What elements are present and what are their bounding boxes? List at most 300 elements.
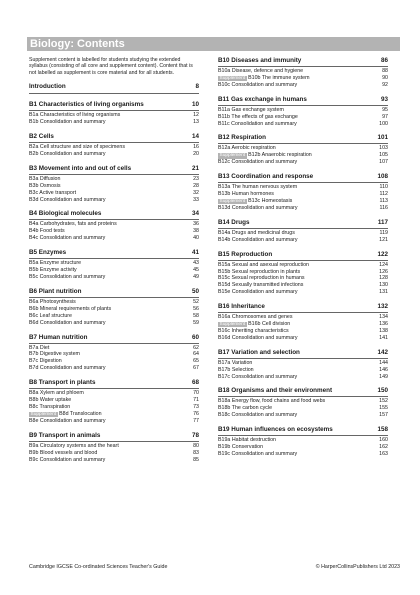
section-page-number: 68 <box>191 379 199 387</box>
section-title: B16 Inheritance <box>218 303 265 311</box>
contents-entry[interactable] <box>218 82 388 89</box>
entry-page-number: 160 <box>379 437 388 444</box>
contents-entry[interactable] <box>29 345 199 352</box>
section-page-number: 101 <box>377 134 388 142</box>
section-page-number: 108 <box>377 173 388 181</box>
section-heading[interactable] <box>218 387 388 397</box>
entry-page-number: 65 <box>193 358 199 365</box>
entry-label-wrap <box>218 107 284 114</box>
contents-entry[interactable] <box>218 191 388 198</box>
entry-label-wrap <box>29 443 119 450</box>
entry-page-number: 36 <box>193 221 199 228</box>
entry-label-wrap <box>218 121 297 128</box>
section-page-number: 122 <box>377 250 388 258</box>
contents-entry[interactable] <box>29 390 199 397</box>
entry-label-wrap <box>29 151 106 158</box>
section-title: B18 Organisms and their environment <box>218 387 333 395</box>
section-heading[interactable] <box>218 349 388 359</box>
entry-label: B13a The human nervous system <box>218 184 298 191</box>
contents-entry[interactable] <box>29 404 199 411</box>
section-title: B7 Human nutrition <box>29 333 88 341</box>
contents-entry[interactable] <box>218 262 388 269</box>
contents-column-left <box>29 57 199 470</box>
contents-entry[interactable] <box>29 190 199 197</box>
entry-page-number: 128 <box>379 275 388 282</box>
entry-page-number: 90 <box>382 74 388 81</box>
contents-entry[interactable] <box>218 230 388 237</box>
entry-label-wrap <box>29 320 106 327</box>
entry-page-number: 100 <box>379 120 388 127</box>
contents-entry[interactable] <box>218 198 388 205</box>
introduction-page: 8 <box>195 83 199 91</box>
entry-label-wrap <box>29 418 106 425</box>
section-heading[interactable] <box>29 210 199 220</box>
contents-entry[interactable] <box>218 367 388 374</box>
entry-label: B11c Consolidation and summary <box>218 120 297 127</box>
contents-entry[interactable] <box>29 320 199 327</box>
entry-label-wrap <box>218 68 303 75</box>
section-page-number: 10 <box>191 101 199 109</box>
entry-page-number: 112 <box>379 191 388 198</box>
entry-label-wrap <box>218 360 252 367</box>
contents-section <box>218 349 388 381</box>
entry-label-wrap <box>218 451 297 458</box>
entry-label: B8c Transpiration <box>29 403 71 410</box>
entry-page-number: 28 <box>193 182 199 189</box>
entry-label: B15b Sexual reproduction in plants <box>218 268 301 275</box>
entry-page-number: 83 <box>193 449 199 456</box>
contents-entry[interactable] <box>218 451 388 458</box>
entry-label-wrap <box>218 205 298 212</box>
contents-entry[interactable] <box>29 457 199 464</box>
entry-label: B18b The carbon cycle <box>218 405 273 412</box>
contents-entry[interactable] <box>29 397 199 404</box>
contents-entry[interactable] <box>29 365 199 372</box>
entry-label: B14b Consolidation and summary <box>218 236 298 243</box>
entry-label-wrap <box>29 176 60 183</box>
section-heading[interactable] <box>218 426 388 436</box>
entry-page-number: 76 <box>193 410 199 417</box>
entry-page-number: 32 <box>193 189 199 196</box>
section-heading[interactable] <box>218 219 388 229</box>
entry-page-number: 126 <box>379 268 388 275</box>
entry-page-number: 64 <box>193 351 199 358</box>
contents-entry[interactable] <box>29 351 199 358</box>
section-title: B1 Characteristics of living organisms <box>29 101 144 109</box>
contents-section <box>29 334 199 373</box>
supplement-badge: Supplement <box>219 198 246 204</box>
section-heading[interactable] <box>29 334 199 344</box>
section-title: B19 Human influences on ecosystems <box>218 426 333 434</box>
section-title: B17 Variation and selection <box>218 348 300 356</box>
contents-entry[interactable] <box>218 321 388 328</box>
section-heading[interactable] <box>29 288 199 298</box>
entry-label: B3b Osmosis <box>29 182 61 189</box>
entry-label: B9c Consolidation and summary <box>29 456 106 463</box>
contents-section <box>29 249 199 281</box>
section-heading[interactable] <box>218 57 388 67</box>
section-page-number: 158 <box>377 426 388 434</box>
contents-section <box>29 101 199 126</box>
entry-page-number: 12 <box>193 112 199 119</box>
section-title: B8 Transport in plants <box>29 379 96 387</box>
entry-page-number: 134 <box>379 314 388 321</box>
contents-entry[interactable] <box>29 221 199 228</box>
contents-entry[interactable] <box>29 197 199 204</box>
contents-entry[interactable] <box>29 112 199 119</box>
supplement-badge: Supplement <box>30 411 57 417</box>
entry-label: B6c Leaf structure <box>29 312 72 319</box>
entry-label-wrap <box>29 306 111 313</box>
section-page-number: 117 <box>377 218 388 226</box>
entry-page-number: 16 <box>193 144 199 151</box>
contents-entry[interactable] <box>218 335 388 342</box>
contents-entry[interactable] <box>29 235 199 242</box>
contents-entry[interactable] <box>218 289 388 296</box>
entry-label-wrap <box>29 397 71 404</box>
entry-label: B8a Xylem and phloem <box>29 390 84 397</box>
entry-label: B14a Drugs and medicinal drugs <box>218 229 295 236</box>
contents-entry[interactable] <box>29 119 199 126</box>
contents-entry[interactable] <box>218 328 388 335</box>
entry-page-number: 105 <box>379 152 388 159</box>
section-heading[interactable] <box>29 165 199 175</box>
contents-entry[interactable] <box>29 176 199 183</box>
contents-entry[interactable] <box>29 358 199 365</box>
entry-page-number: 23 <box>193 175 199 182</box>
contents-entry[interactable] <box>29 267 199 274</box>
entry-label-wrap <box>29 267 77 274</box>
entry-page-number: 56 <box>193 305 199 312</box>
section-heading[interactable] <box>218 303 388 313</box>
entry-label-wrap <box>29 260 81 267</box>
contents-section <box>218 96 388 128</box>
supplement-badge: Supplement <box>219 322 246 328</box>
entry-label-wrap <box>29 390 84 397</box>
contents-entry[interactable] <box>29 151 199 158</box>
contents-entry[interactable] <box>218 75 388 82</box>
entry-label-wrap <box>218 237 298 244</box>
entry-label-wrap <box>218 114 298 121</box>
supplement-badge: Supplement <box>219 75 246 81</box>
entry-label: B7c Digestion <box>29 358 62 365</box>
entry-label: B10c Consolidation and summary <box>218 81 298 88</box>
entry-page-number: 163 <box>379 451 388 457</box>
contents-section <box>29 165 199 204</box>
entry-label-wrap <box>218 282 303 289</box>
contents-section <box>29 379 199 425</box>
entry-label-wrap <box>218 398 325 405</box>
entry-label: B4b Food tests <box>29 228 65 235</box>
entry-page-number: 119 <box>379 229 388 236</box>
contents-entry[interactable] <box>29 450 199 457</box>
entry-label-wrap <box>29 358 62 365</box>
entry-label-wrap <box>218 405 272 412</box>
contents-entry[interactable] <box>218 237 388 244</box>
contents-entry[interactable] <box>218 374 388 381</box>
entry-label: B19c Consolidation and summary <box>218 451 298 457</box>
entry-label-wrap <box>218 275 305 282</box>
entry-label-wrap <box>218 328 289 335</box>
introduction-entry[interactable] <box>29 83 199 94</box>
entry-label: B1a Characteristics of living organisms <box>29 112 121 119</box>
entry-label-wrap <box>218 230 295 237</box>
contents-entry[interactable] <box>29 418 199 425</box>
contents-entry[interactable] <box>218 107 388 114</box>
contents-entry[interactable] <box>29 306 199 313</box>
contents-entry[interactable] <box>29 274 199 281</box>
entry-label: B3a Diffusion <box>29 175 61 182</box>
entry-page-number: 103 <box>379 145 388 152</box>
page-footer <box>29 564 400 570</box>
entry-label-wrap <box>218 152 312 159</box>
contents-entry[interactable] <box>29 443 199 450</box>
entry-page-number: 136 <box>379 321 388 328</box>
entry-label: B7d Consolidation and summary <box>29 365 106 372</box>
contents-section <box>218 303 388 342</box>
section-title: B15 Reproduction <box>218 250 273 258</box>
section-title: B2 Cells <box>29 133 54 141</box>
contents-entry[interactable] <box>29 260 199 267</box>
section-heading[interactable] <box>29 133 199 143</box>
contents-section <box>218 387 388 419</box>
contents-section <box>218 219 388 244</box>
section-title: B3 Movement into and out of cells <box>29 164 132 172</box>
entry-page-number: 130 <box>379 282 388 289</box>
entry-page-number: 121 <box>379 236 388 243</box>
entry-label-wrap <box>218 198 292 205</box>
entry-page-number: 59 <box>193 319 199 326</box>
entry-page-number: 146 <box>379 366 388 373</box>
entry-page-number: 71 <box>193 397 199 404</box>
entry-page-number: 144 <box>379 359 388 366</box>
entry-label: B18a Energy flow, food chains and food webs <box>218 398 326 405</box>
section-heading[interactable] <box>218 96 388 106</box>
entry-label: B5a Enzyme structure <box>29 260 82 267</box>
entry-label: B10b The immune system <box>248 74 310 81</box>
introduction-label: Introduction <box>29 83 66 91</box>
contents-entry[interactable] <box>218 114 388 121</box>
entry-page-number: 124 <box>379 261 388 268</box>
entry-label: B9b Blood vessels and blood <box>29 449 98 456</box>
entry-label: B12a Aerobic respiration <box>218 145 276 152</box>
section-heading[interactable] <box>218 134 388 144</box>
supplement-badge: Supplement <box>219 153 246 159</box>
entry-label-wrap <box>29 345 49 352</box>
entry-label: B6a Photosynthesis <box>29 298 76 305</box>
contents-entry[interactable] <box>218 437 388 444</box>
right-sections <box>218 57 388 458</box>
contents-section <box>218 173 388 212</box>
contents-column-right <box>218 57 388 465</box>
entry-label: B8b Water uptake <box>29 397 72 404</box>
entry-label: B17c Consolidation and summary <box>218 373 298 380</box>
contents-entry[interactable] <box>218 282 388 289</box>
entry-page-number: 97 <box>382 113 388 120</box>
entry-label-wrap <box>29 197 106 204</box>
entry-label: B10a Disease, defence and hygiene <box>218 68 304 74</box>
section-page-number: 50 <box>191 287 199 295</box>
contents-entry[interactable] <box>218 360 388 367</box>
entry-label-wrap <box>29 119 106 126</box>
contents-section <box>218 134 388 166</box>
entry-label-wrap <box>218 184 297 191</box>
entry-label-wrap <box>218 374 297 381</box>
contents-section <box>29 210 199 242</box>
entry-label: B12b Anaerobic respiration <box>248 152 312 159</box>
entry-page-number: 152 <box>379 398 388 405</box>
entry-label-wrap <box>29 457 105 464</box>
entry-label-wrap <box>29 411 102 418</box>
contents-entry[interactable] <box>29 228 199 235</box>
contents-section <box>218 426 388 458</box>
entry-label-wrap <box>218 444 263 451</box>
entry-label-wrap <box>29 190 76 197</box>
section-heading[interactable] <box>29 249 199 259</box>
entry-page-number: 107 <box>379 159 388 166</box>
section-page-number: 60 <box>191 333 199 341</box>
entry-page-number: 20 <box>193 150 199 157</box>
entry-label-wrap <box>29 313 72 320</box>
entry-page-number: 77 <box>193 417 199 424</box>
section-page-number: 86 <box>380 57 388 64</box>
contents-entry[interactable] <box>218 269 388 276</box>
entry-label: B15d Sexually transmitted infections <box>218 282 304 289</box>
section-title: B9 Transport in animals <box>29 431 101 439</box>
section-page-number: 150 <box>377 387 388 395</box>
section-page-number: 41 <box>191 249 199 257</box>
entry-label-wrap <box>218 75 310 82</box>
entry-page-number: 49 <box>193 274 199 280</box>
entry-label: B11a Gas exchange system <box>218 106 284 113</box>
section-title: B14 Drugs <box>218 218 250 226</box>
entry-label-wrap <box>29 228 65 235</box>
contents-section <box>29 133 199 158</box>
entry-label-wrap <box>218 145 276 152</box>
entry-label: B6b Mineral requirements of plants <box>29 305 112 312</box>
entry-label-wrap <box>29 235 105 242</box>
entry-label-wrap <box>29 365 106 372</box>
entry-page-number: 95 <box>382 106 388 113</box>
footer-publication: Cambridge IGCSE Co-ordinated Sciences Teacher's Guide <box>29 564 168 570</box>
entry-label: B8d Translocation <box>59 410 102 417</box>
section-title: B13 Coordination and response <box>218 173 314 181</box>
entry-label-wrap <box>29 351 80 358</box>
contents-entry[interactable] <box>29 313 199 320</box>
entry-label-wrap <box>218 159 297 166</box>
entry-label: B19b Conservation <box>218 444 264 451</box>
contents-entry[interactable] <box>218 405 388 412</box>
contents-entry[interactable] <box>218 145 388 152</box>
entry-page-number: 70 <box>193 390 199 397</box>
entry-label: B18c Consolidation and summary <box>218 412 298 419</box>
entry-label: B2b Consolidation and summary <box>29 150 106 157</box>
contents-entry[interactable] <box>218 444 388 451</box>
entry-label: B13b Human hormones <box>218 191 274 198</box>
supplement-note: Supplement content is labelled for students studying the extended syllabus (consisting of all core and supplement content). Content that is not labelled as supplement is core material and for all students. <box>29 57 193 76</box>
entry-label-wrap <box>29 144 125 151</box>
entry-label: B8e Consolidation and summary <box>29 417 106 424</box>
entry-label-wrap <box>29 299 76 306</box>
page-title: Biology: Contents <box>27 37 400 51</box>
entry-label: B15c Sexual reproduction in humans <box>218 275 305 282</box>
entry-label-wrap <box>218 321 290 328</box>
entry-label: B12c Consolidation and summary <box>218 159 298 166</box>
entry-label-wrap <box>218 191 274 198</box>
section-page-number: 142 <box>377 348 388 356</box>
entry-page-number: 58 <box>193 312 199 319</box>
entry-page-number: 116 <box>379 204 388 211</box>
entry-page-number: 110 <box>379 184 388 191</box>
contents-entry[interactable] <box>218 412 388 419</box>
entry-page-number: 88 <box>382 68 388 74</box>
entry-page-number: 138 <box>379 327 388 334</box>
entry-label-wrap <box>29 450 97 457</box>
entry-page-number: 52 <box>193 298 199 305</box>
entry-page-number: 92 <box>382 81 388 88</box>
contents-entry[interactable] <box>218 275 388 282</box>
contents-entry[interactable] <box>29 183 199 190</box>
section-heading[interactable] <box>218 251 388 261</box>
entry-page-number: 162 <box>379 444 388 451</box>
section-heading[interactable] <box>218 173 388 183</box>
entry-label: B4c Consolidation and summary <box>29 235 106 242</box>
section-heading[interactable] <box>29 432 199 442</box>
section-heading[interactable] <box>29 101 199 111</box>
contents-entry[interactable] <box>218 184 388 191</box>
contents-section <box>29 432 199 464</box>
entry-label: B7b Digestive system <box>29 351 80 358</box>
contents-entry[interactable] <box>218 68 388 75</box>
entry-label: B16c Inheriting characteristics <box>218 327 289 334</box>
entry-label: B16d Consolidation and summary <box>218 334 298 341</box>
entry-page-number: 141 <box>379 334 388 341</box>
entry-label: B16b Cell division <box>248 321 291 328</box>
entry-label: B17b Selection <box>218 366 254 373</box>
section-heading[interactable] <box>29 379 199 389</box>
entry-label: B17a Variation <box>218 359 253 366</box>
contents-entry[interactable] <box>29 299 199 306</box>
contents-entry[interactable] <box>218 398 388 405</box>
contents-entry[interactable] <box>218 314 388 321</box>
entry-label: B15e Consolidation and summary <box>218 289 298 296</box>
contents-entry[interactable] <box>29 144 199 151</box>
entry-label: B6d Consolidation and summary <box>29 319 106 326</box>
entry-page-number: 85 <box>193 456 199 463</box>
contents-entry[interactable] <box>218 159 388 166</box>
entry-label: B11b The effects of gas exchange <box>218 113 298 120</box>
entry-label: B13d Consolidation and summary <box>218 204 298 211</box>
contents-entry[interactable] <box>218 152 388 159</box>
section-title: B10 Diseases and immunity <box>218 57 302 64</box>
contents-entry[interactable] <box>218 205 388 212</box>
entry-label: B3d Consolidation and summary <box>29 196 106 203</box>
section-title: B11 Gas exchange in humans <box>218 95 307 103</box>
section-page-number: 34 <box>191 210 199 218</box>
left-sections <box>29 101 199 463</box>
section-page-number: 21 <box>191 164 199 172</box>
entry-label-wrap <box>218 335 298 342</box>
section-page-number: 14 <box>191 133 199 141</box>
entry-page-number: 131 <box>379 289 388 296</box>
entry-page-number: 62 <box>193 344 199 351</box>
entry-label-wrap <box>29 221 117 228</box>
entry-label: B19a Habitat destruction <box>218 437 277 444</box>
entry-page-number: 40 <box>193 235 199 242</box>
contents-entry[interactable] <box>218 121 388 128</box>
contents-section <box>29 288 199 327</box>
contents-entry[interactable] <box>29 411 199 418</box>
